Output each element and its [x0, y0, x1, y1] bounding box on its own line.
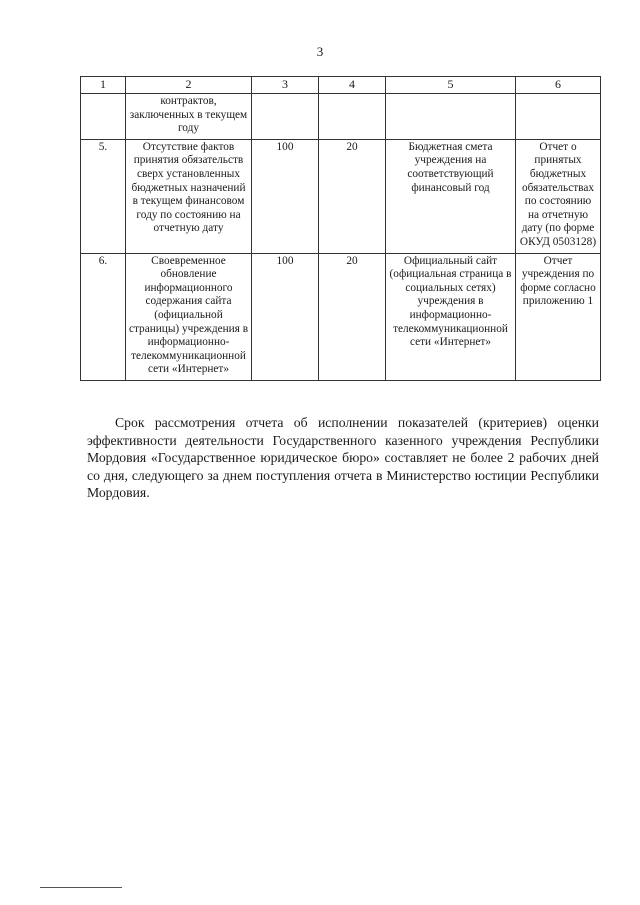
weight-cell: 20 — [319, 139, 386, 253]
source-cell: Официальный сайт (официальная страница в социальных сетях) учреждения в информационно-телекоммуникационной сети «Интернет» — [386, 253, 516, 380]
row-number: 6. — [81, 253, 126, 380]
max-value-cell: 100 — [252, 253, 319, 380]
max-value-cell: 100 — [252, 139, 319, 253]
table-row — [81, 253, 601, 380]
table-header-row — [81, 77, 601, 94]
report-form-cell: Отчет учреждения по форме согласно приложению 1 — [516, 253, 601, 380]
page-number: 3 — [316, 44, 324, 59]
criterion-cell: контрактов, заключенных в текущем году — [126, 94, 252, 140]
criterion-cell: Своевременное обновление информационного содержания сайта (официальной страницы) учреждения в информационно-телекоммуникационной сети «Интернет» — [126, 253, 252, 380]
column-header: 6 — [516, 77, 601, 94]
criteria-table — [80, 76, 601, 381]
report-form-cell: Отчет о принятых бюджетных обязательствах по состоянию на отчетную дату (по форме ОКУД 0503128) — [516, 139, 601, 253]
max-value-cell — [252, 94, 319, 140]
column-header: 5 — [386, 77, 516, 94]
column-header: 4 — [319, 77, 386, 94]
weight-cell — [319, 94, 386, 140]
source-cell — [386, 94, 516, 140]
row-number — [81, 94, 126, 140]
report-form-cell — [516, 94, 601, 140]
table-row — [81, 139, 601, 253]
row-number: 5. — [81, 139, 126, 253]
criterion-cell: Отсутствие фактов принятия обязательств сверх установленных бюджетных назначений в текущем финансовом году по состоянию на отчетную дату — [126, 139, 252, 253]
body-paragraph-block — [87, 414, 599, 502]
column-header: 3 — [252, 77, 319, 94]
body-paragraph: Срок рассмотрения отчета об исполнении показателей (критериев) оценки эффективности деятельности Государственного казенного учреждения Республики Мордовия «Государственное юридическое бюро» составляет не более 2 рабочих дней со дня, следующего за днем поступления отчета в Министерство юстиции Республики Мордовия. — [87, 415, 599, 501]
source-cell: Бюджетная смета учреждения на соответствующий финансовый год — [386, 139, 516, 253]
column-header: 1 — [81, 77, 126, 94]
column-header: 2 — [126, 77, 252, 94]
weight-cell: 20 — [319, 253, 386, 380]
table-row — [81, 94, 601, 140]
footer-divider — [40, 887, 122, 888]
